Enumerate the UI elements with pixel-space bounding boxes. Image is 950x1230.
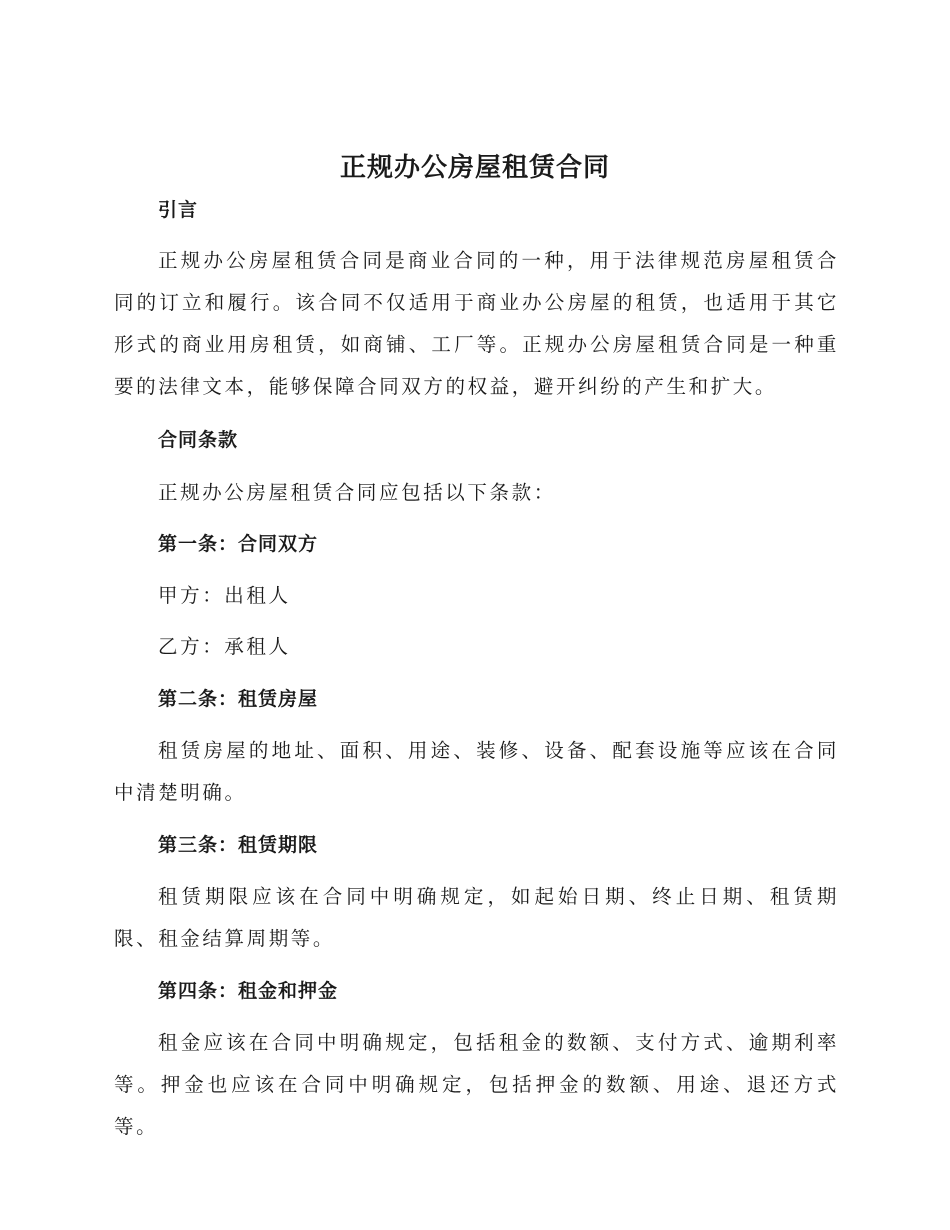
article-2-paragraph: 租赁房屋的地址、面积、用途、装修、设备、配套设施等应该在合同中清楚明确。 [114,739,839,804]
article-3-paragraph: 租赁期限应该在合同中明确规定，如起始日期、终止日期、租赁期限、租金结算周期等。 [114,885,839,950]
article-3-heading: 第三条：租赁期限 [158,834,319,856]
terms-heading: 合同条款 [158,429,239,451]
intro-heading: 引言 [158,199,199,221]
article-2-heading: 第二条：租赁房屋 [158,688,319,710]
intro-paragraph: 正规办公房屋租赁合同是商业合同的一种，用于法律规范房屋租赁合同的订立和履行。该合同不仅适用于商业办公房屋的租赁，也适用于其它形式的商业用房租赁，如商铺、工厂等。正规办公房屋租赁合同是一种重要的法律文本，能够保障合同双方的权益，避开纠纷的产生和扩大。 [114,249,839,398]
article-4-heading: 第四条：租金和押金 [158,980,339,1002]
article-1-heading: 第一条：合同双方 [158,533,319,555]
article-4-paragraph: 租金应该在合同中明确规定，包括租金的数额、支付方式、逾期利率等。押金也应该在合同中明确规定，包括押金的数额、用途、退还方式等。 [114,1031,839,1138]
party-b-line: 乙方：承租人 [158,635,291,658]
document-title: 正规办公房屋租赁合同 [339,153,610,183]
terms-lead: 正规办公房屋租赁合同应包括以下条款： [158,481,556,504]
party-a-line: 甲方：出租人 [158,584,291,607]
